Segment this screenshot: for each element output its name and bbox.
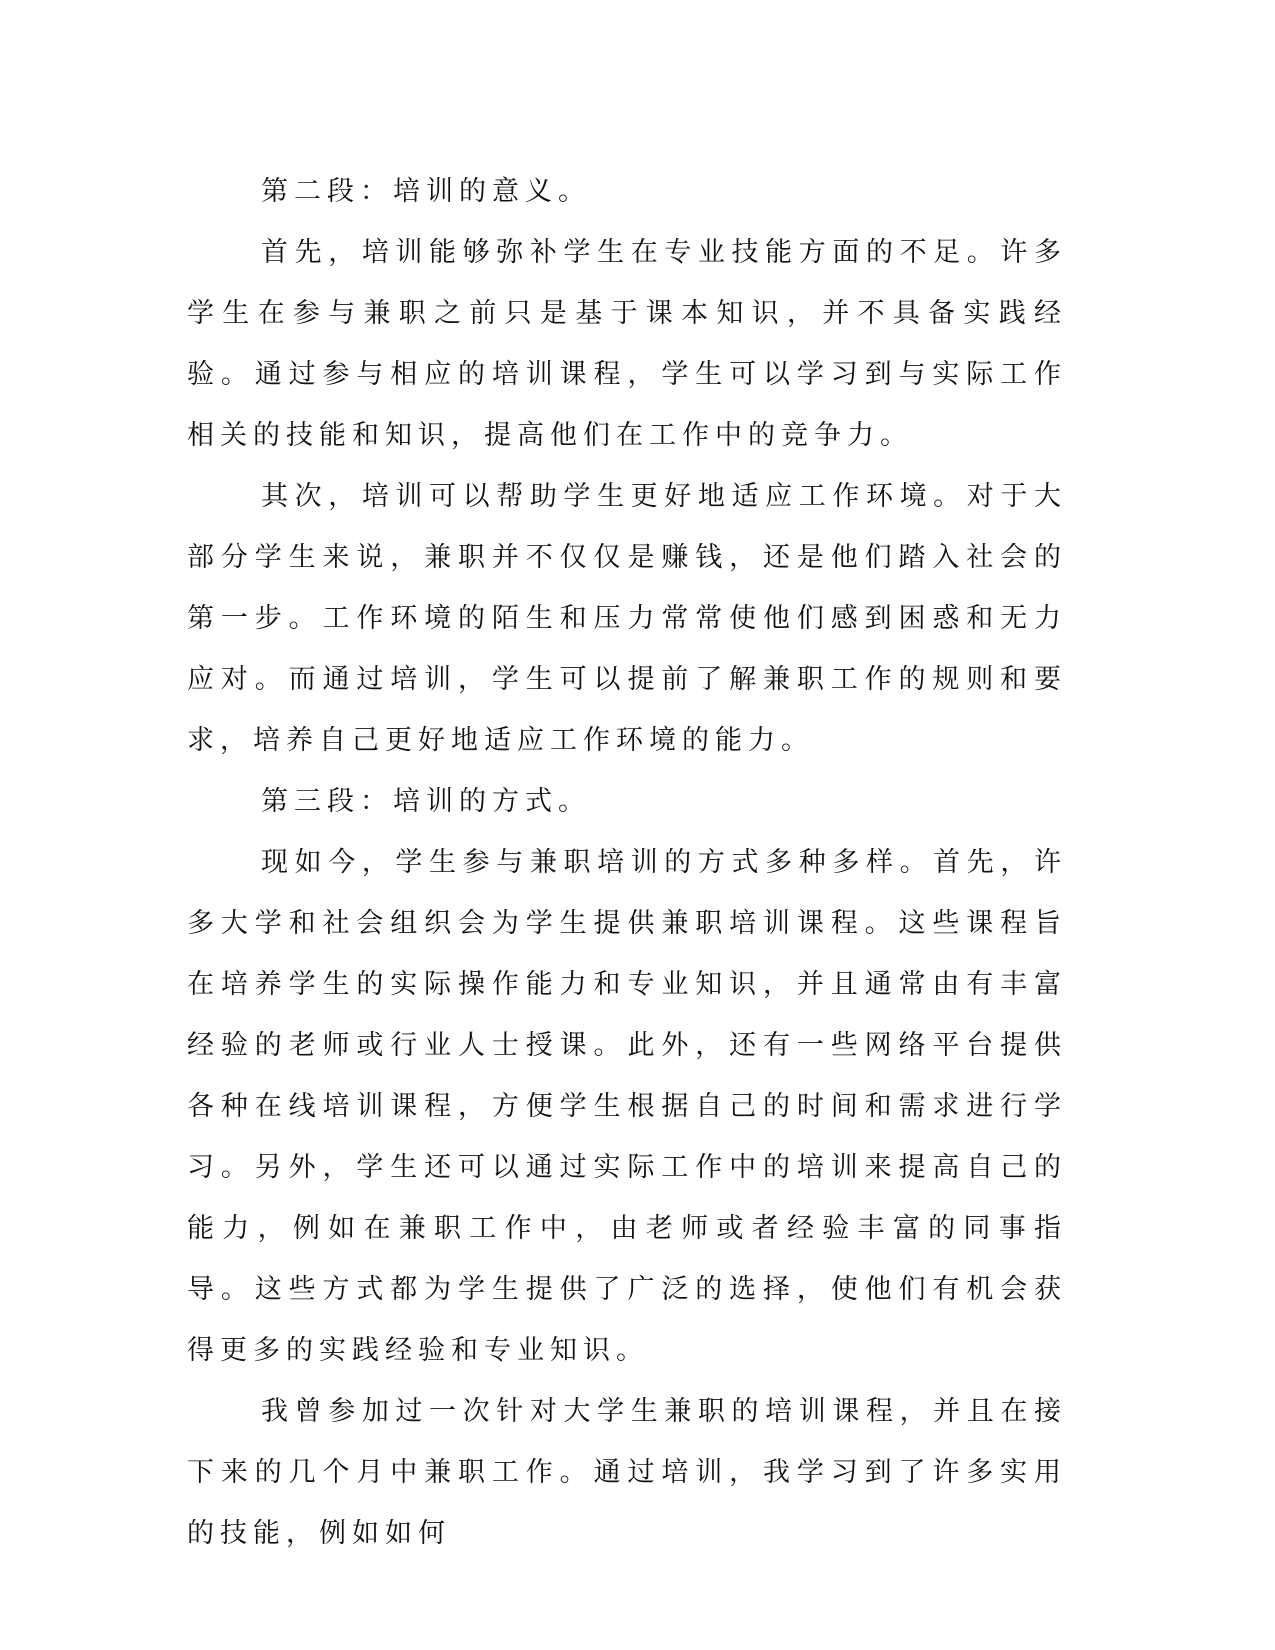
paragraph-methods: 现如今，学生参与兼职培训的方式多种多样。首先，许多大学和社会组织会为学生提供兼职培训课程。这些课程旨在培养学生的实际操作能力和专业知识，并且通常由有丰富经验的老师或行业人士授课。此外，还有一些网络平台提供各种在线培训课程，方便学生根据自己的时间和需求进行学习。另外，学生还可以通过实际工作中的培训来提高自己的能力，例如在兼职工作中，由老师或者经验丰富的同事指导。这些方式都为学生提供了广泛的选择，使他们有机会获得更多的实践经验和专业知识。 (187, 847, 1067, 1366)
paragraph-skills: 首先，培训能够弥补学生在专业技能方面的不足。许多学生在参与兼职之前只是基于课本知识，并不具备实践经验。通过参与相应的培训课程，学生可以学习到与实际工作相关的技能和知识，提高他们在工作中的竞争力。 (187, 237, 1067, 451)
document-body (187, 161, 1067, 1564)
paragraph-experience: 我曾参加过一次针对大学生兼职的培训课程，并且在接下来的几个月中兼职工作。通过培训，我学习到了许多实用的技能，例如如何 (187, 1396, 1067, 1549)
paragraph-environment: 其次，培训可以帮助学生更好地适应工作环境。对于大部分学生来说，兼职并不仅仅是赚钱，还是他们踏入社会的第一步。工作环境的陌生和压力常常使他们感到困惑和无力应对。而通过培训，学生可以提前了解兼职工作的规则和要求，培养自己更好地适应工作环境的能力。 (187, 481, 1067, 756)
section-heading-methods: 第三段：培训的方式。 (261, 786, 591, 817)
section-heading-significance: 第二段：培训的意义。 (261, 176, 591, 207)
